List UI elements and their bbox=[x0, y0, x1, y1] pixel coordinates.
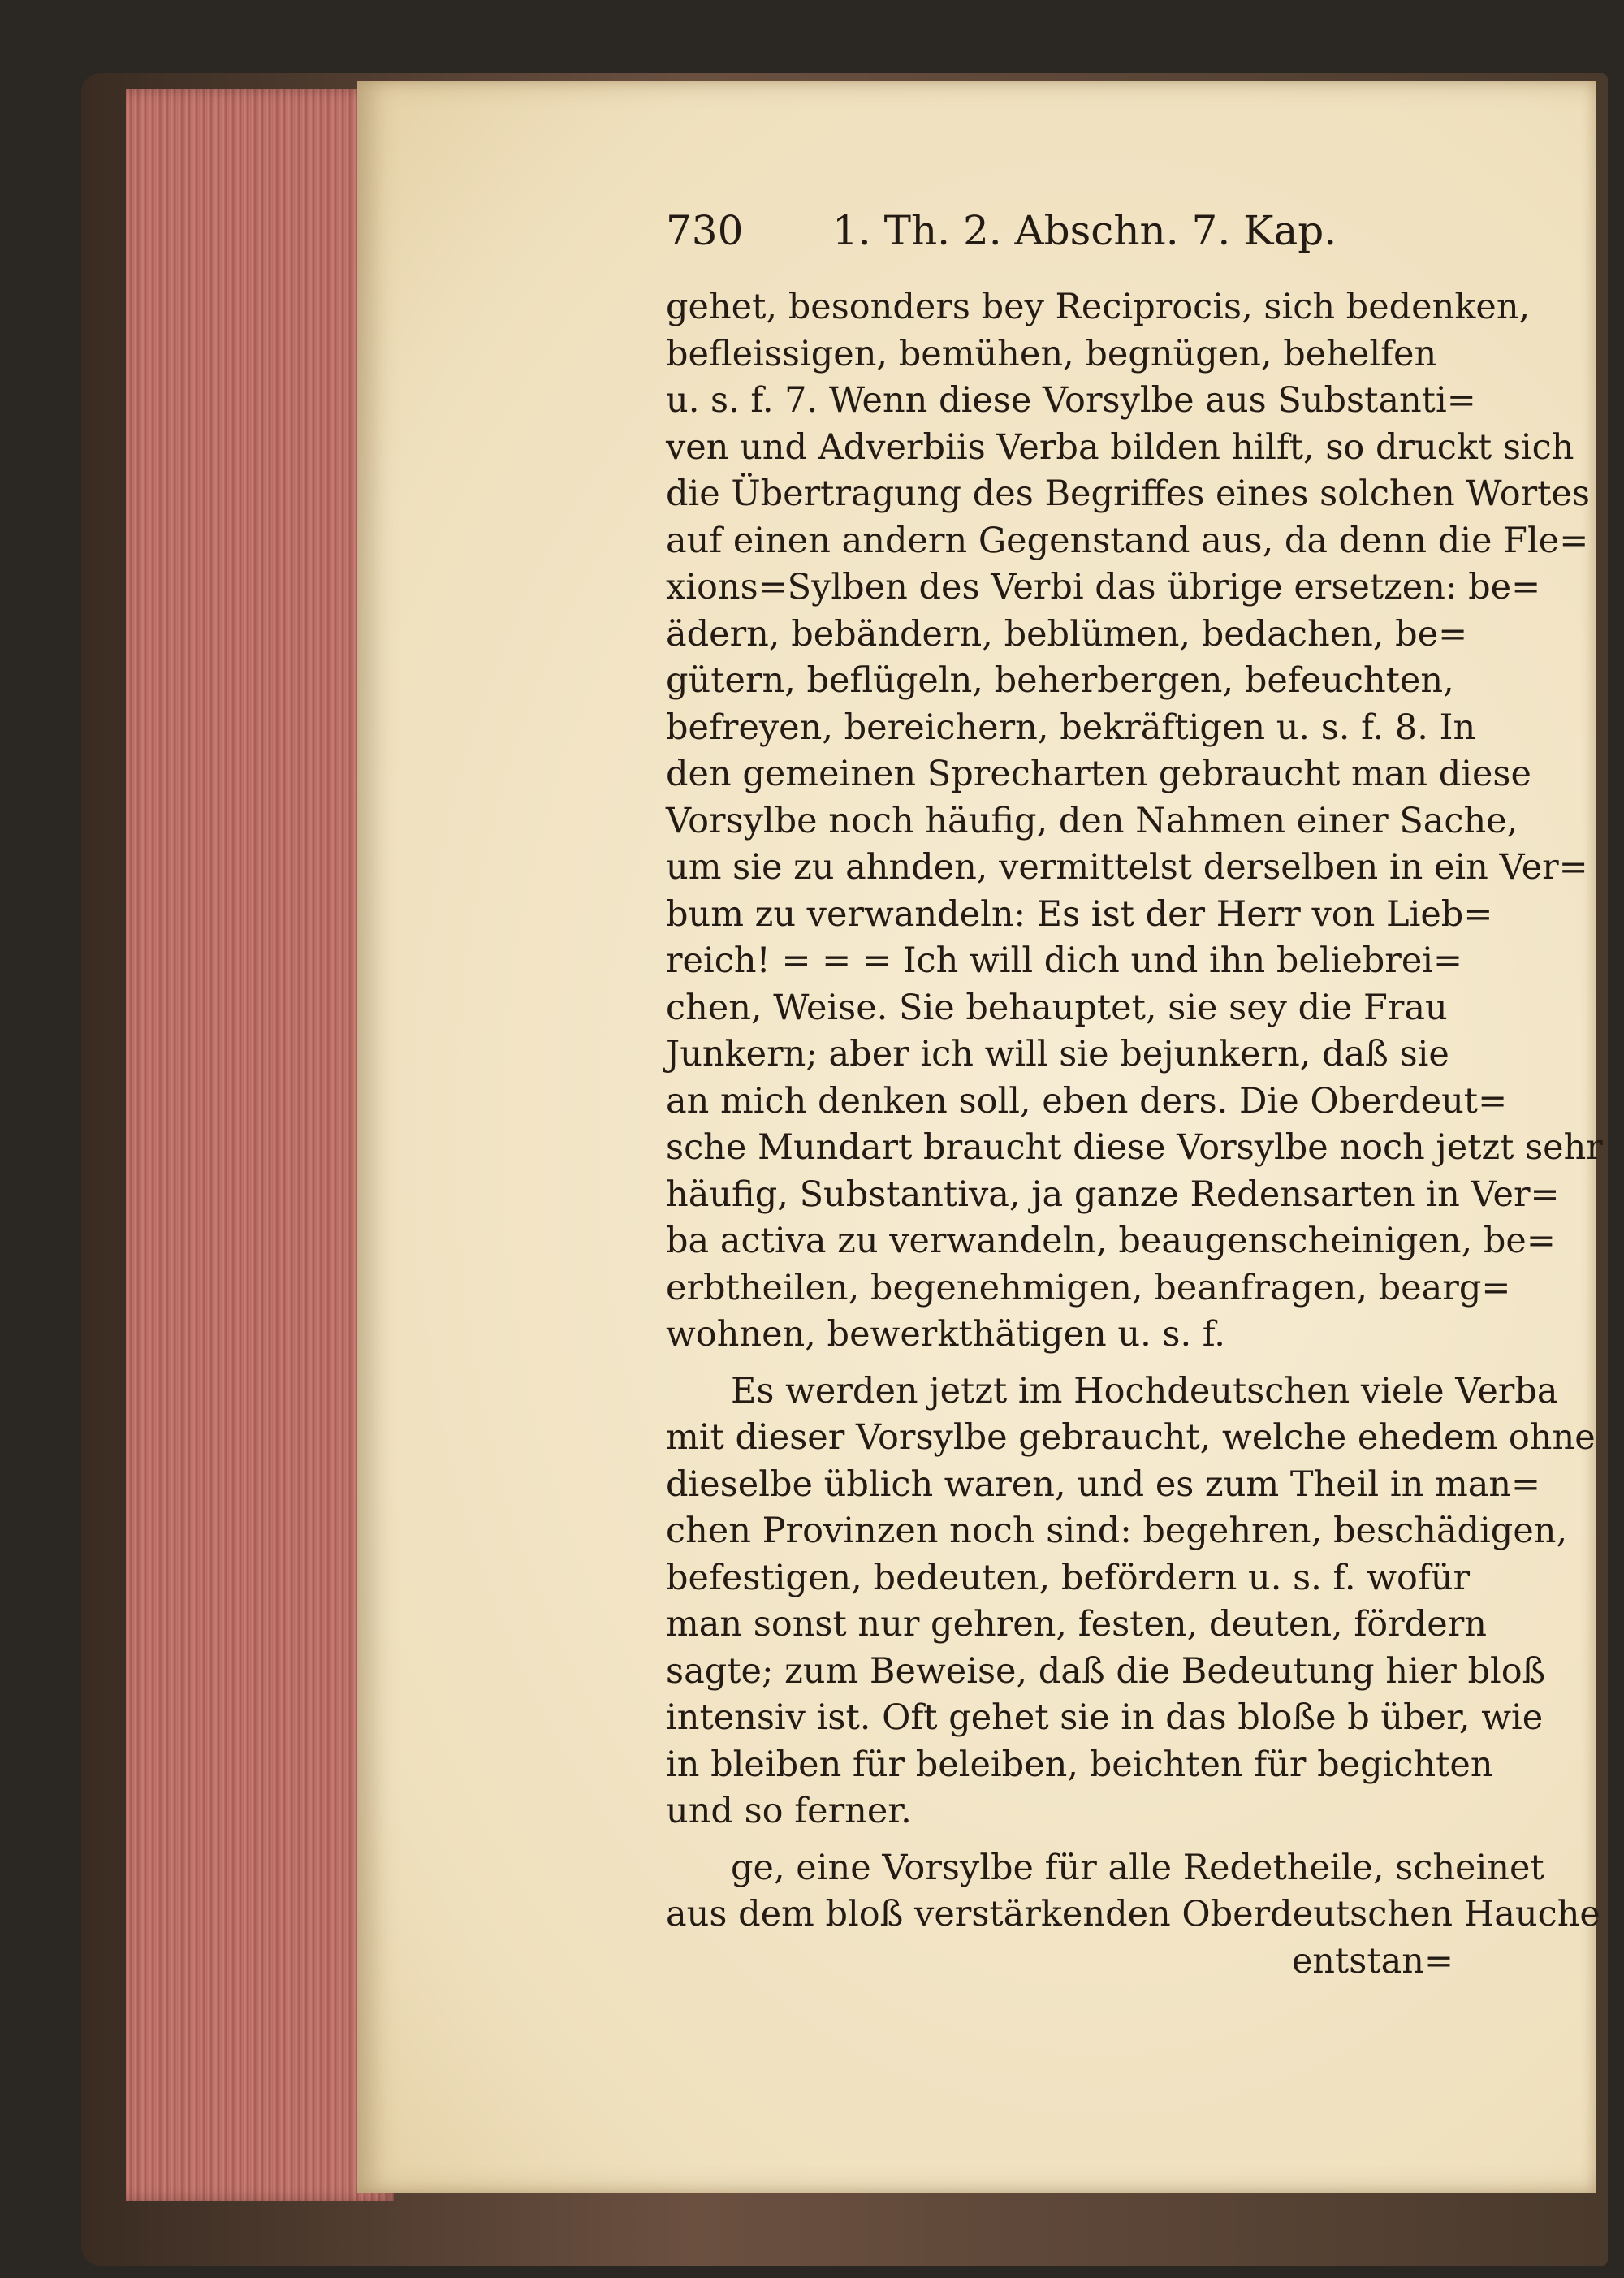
text-line: häufig, Substantiva, ja ganze Redensarten in Ver= bbox=[666, 1174, 1560, 1215]
text-line: chen Provinzen noch sind: begehren, beschädigen, bbox=[666, 1511, 1568, 1551]
text-line: ge, eine Vorsylbe für alle Redetheile, scheinet bbox=[731, 1847, 1544, 1888]
text-line: befestigen, bedeuten, befördern u. s. f. wofür bbox=[666, 1557, 1471, 1598]
text-line: Junkern; aber ich will sie bejunkern, daß sie bbox=[666, 1034, 1449, 1074]
text-line: ädern, bebändern, beblümen, bedachen, be= bbox=[666, 613, 1468, 655]
text-line: chen, Weise. Sie behauptet, sie sey die Frau bbox=[666, 987, 1448, 1028]
text-line: reich! = = = Ich will dich und ihn beliebrei= bbox=[666, 940, 1463, 981]
text-line: xions=Sylben des Verbi das übrige ersetzen: be= bbox=[666, 567, 1541, 607]
running-head: 1. Th. 2. Abschn. 7. Kap. bbox=[832, 207, 1337, 254]
text-line: an mich denken soll, eben ders. Die Oberdeut= bbox=[666, 1080, 1508, 1122]
text-line: man sonst nur gehren, festen, deuten, fördern bbox=[666, 1604, 1487, 1645]
text-line: ven und Adverbiis Verba bilden hilft, so druckt sich bbox=[666, 426, 1574, 468]
catchword: entstan= bbox=[1291, 1940, 1453, 1982]
text-line: die Übertragung des Begriffes eines solchen Wortes bbox=[666, 473, 1590, 514]
text-line: und so ferner. bbox=[666, 1791, 912, 1831]
text-line: sagte; zum Beweise, daß die Bedeutung hier bloß bbox=[666, 1650, 1546, 1692]
text-line: Vorsylbe noch häufig, den Nahmen einer Sache, bbox=[666, 800, 1518, 841]
text-line: aus dem bloß verstärkenden Oberdeutschen Hauche bbox=[666, 1894, 1600, 1934]
text-line: gütern, beflügeln, beherbergen, befeuchten, bbox=[666, 660, 1454, 701]
text-line: in bleiben für beleiben, beichten für begichten bbox=[666, 1744, 1493, 1785]
text-line: auf einen andern Gegenstand aus, da denn die Fle= bbox=[666, 520, 1589, 561]
text-line: befreyen, bereichern, bekräftigen u. s. f. 8. In bbox=[666, 707, 1476, 748]
text-line: wohnen, bewerkthätigen u. s. f. bbox=[666, 1314, 1225, 1355]
text-line: Es werden jetzt im Hochdeutschen viele Verba bbox=[731, 1370, 1558, 1411]
text-line: mit dieser Vorsylbe gebraucht, welche ehedem ohne bbox=[666, 1417, 1596, 1458]
paragraph-1 bbox=[666, 284, 1603, 1359]
text-line: befleissigen, bemühen, begnügen, behelfen bbox=[666, 333, 1437, 374]
page-edges bbox=[126, 89, 394, 2201]
page-number: 730 bbox=[666, 207, 744, 254]
text-line: den gemeinen Sprecharten gebraucht man diese bbox=[666, 754, 1531, 794]
paragraph-gap bbox=[666, 1359, 1470, 1368]
paragraph-2 bbox=[666, 1368, 1596, 1835]
text-block bbox=[666, 284, 1603, 1985]
text-line: intensiv ist. Oft gehet sie in das bloße b über, wie bbox=[666, 1697, 1544, 1738]
paragraph-gap bbox=[666, 1835, 1470, 1845]
text-line: u. s. f. 7. Wenn diese Vorsylbe aus Substanti= bbox=[666, 380, 1476, 421]
paragraph-3 bbox=[666, 1845, 1600, 1939]
text-line: um sie zu ahnden, vermittelst derselben in ein Ver= bbox=[666, 847, 1588, 888]
text-line: dieselbe üblich waren, und es zum Theil in man= bbox=[666, 1463, 1541, 1505]
text-line: bum zu verwandeln: Es ist der Herr von Lieb= bbox=[666, 893, 1493, 935]
page-header bbox=[666, 207, 1380, 264]
text-line: gehet, besonders bey Reciprocis, sich bedenken, bbox=[666, 287, 1531, 327]
text-line: sche Mundart braucht diese Vorsylbe noch jetzt sehr bbox=[666, 1127, 1603, 1168]
text-line: ba activa zu verwandeln, beaugenscheinigen, be= bbox=[666, 1221, 1556, 1261]
text-line: erbtheilen, begenehmigen, beanfragen, bearg= bbox=[666, 1267, 1511, 1308]
